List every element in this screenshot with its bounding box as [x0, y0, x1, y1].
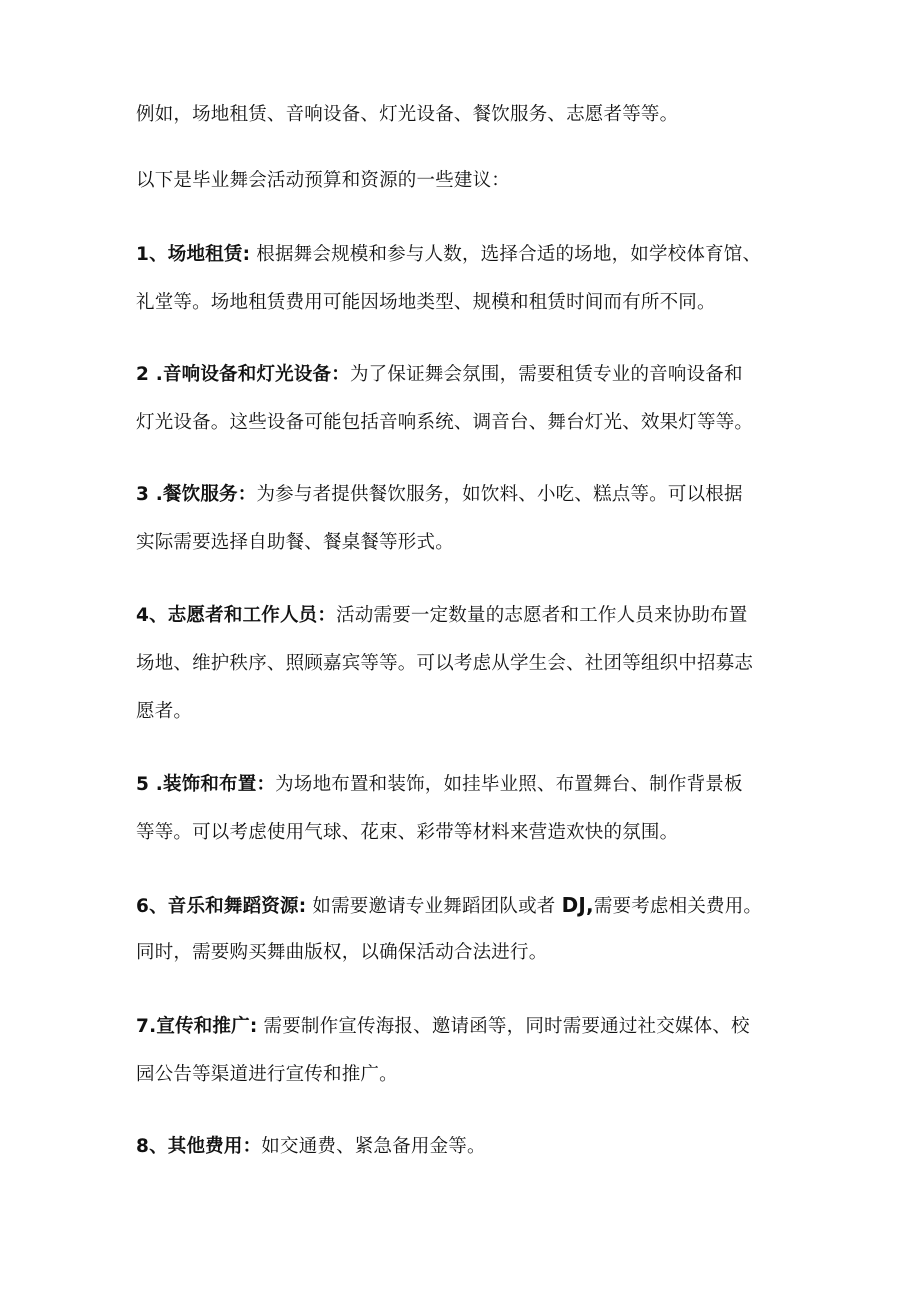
item-7-title: 宣传和推广	[156, 1016, 250, 1037]
item-2-line-1	[136, 362, 743, 388]
item-3-text: 为参与者提供餐饮服务，如饮料、小吃、糕点等。可以根据	[256, 484, 743, 505]
item-3-separator: ：	[237, 484, 257, 505]
item-7-separator: :	[249, 1016, 258, 1037]
item-5-text: 为场地布置和装饰，如挂毕业照、布置舞台、制作背景板	[275, 774, 743, 795]
intro-line-1: 例如，场地租赁、音响设备、灯光设备、餐饮服务、志愿者等等。	[136, 104, 679, 125]
item-7-number: 7.	[136, 1016, 157, 1037]
item-2-number: 2 .	[136, 364, 163, 385]
item-1-line-2: 礼堂等。场地租赁费用可能因场地类型、规模和租赁时间而有所不同。	[136, 292, 716, 313]
item-6-separator: :	[298, 896, 307, 917]
item-3-line-1	[136, 482, 743, 508]
item-6-line-1	[136, 892, 762, 920]
item-4-title: 志愿者和工作人员	[167, 605, 318, 626]
item-6-line-2: 同时，需要购买舞曲版权，以确保活动合法进行。	[136, 942, 548, 963]
item-2-text: 为了保证舞会氛围，需要租赁专业的音响设备和	[349, 364, 743, 385]
item-2-title: 音响设备和灯光设备	[162, 364, 332, 385]
item-6-number: 6、	[136, 896, 168, 917]
item-2-separator: ：	[331, 364, 350, 385]
item-7-line-2: 园公告等渠道进行宣传和推广。	[136, 1064, 398, 1085]
item-6-dj: DJ,	[561, 893, 594, 917]
item-3-line-2: 实际需要选择自助餐、餐桌餐等形式。	[136, 532, 454, 553]
item-5-number: 5 .	[136, 774, 163, 795]
item-6-text-a: 如需要邀请专业舞蹈团队或者	[306, 896, 562, 917]
item-5-line-1	[136, 772, 743, 798]
item-6-text-c: 需要考虑相关费用。	[593, 896, 763, 917]
item-5-separator: ：	[256, 774, 276, 795]
item-1-separator: :	[242, 244, 251, 265]
item-5-title: 装饰和布置	[162, 774, 257, 795]
item-2-line-2: 灯光设备。这些设备可能包括音响系统、调音台、舞台灯光、效果灯等等。	[136, 412, 754, 433]
intro-line-2: 以下是毕业舞会活动预算和资源的一些建议：	[136, 170, 511, 191]
item-7-line-1	[136, 1014, 750, 1040]
item-7-text: 需要制作宣传海报、邀请函等，同时需要通过社交媒体、校	[257, 1016, 750, 1037]
item-8-separator: ：	[242, 1136, 262, 1157]
item-4-line-3: 愿者。	[136, 701, 193, 722]
item-4-line-1	[136, 603, 748, 629]
item-4-separator: ：	[317, 605, 337, 626]
item-4-text: 活动需要一定数量的志愿者和工作人员来协助布置	[336, 605, 748, 626]
item-4-line-2: 场地、维护秩序、照顾嘉宾等等。可以考虑从学生会、社团等组织中招募志	[136, 653, 754, 674]
item-6-title: 音乐和舞蹈资源	[167, 896, 299, 917]
item-8-title: 其他费用	[167, 1136, 243, 1157]
item-8-number: 8、	[136, 1136, 168, 1157]
item-5-line-2: 等等。可以考虑使用气球、花束、彩带等材料来营造欢快的氛围。	[136, 822, 679, 843]
item-4-number: 4、	[136, 605, 168, 626]
item-3-title: 餐饮服务	[162, 484, 238, 505]
item-8-text: 如交通费、紧急备用金等。	[261, 1136, 486, 1157]
item-1-number: 1、	[136, 244, 168, 265]
item-3-number: 3 .	[136, 484, 163, 505]
item-8-line-1	[136, 1134, 486, 1160]
item-1-title: 场地租赁	[167, 244, 243, 265]
item-1-line-1	[136, 242, 761, 268]
item-1-text: 根据舞会规模和参与人数，选择合适的场地，如学校体育馆、	[250, 244, 762, 265]
